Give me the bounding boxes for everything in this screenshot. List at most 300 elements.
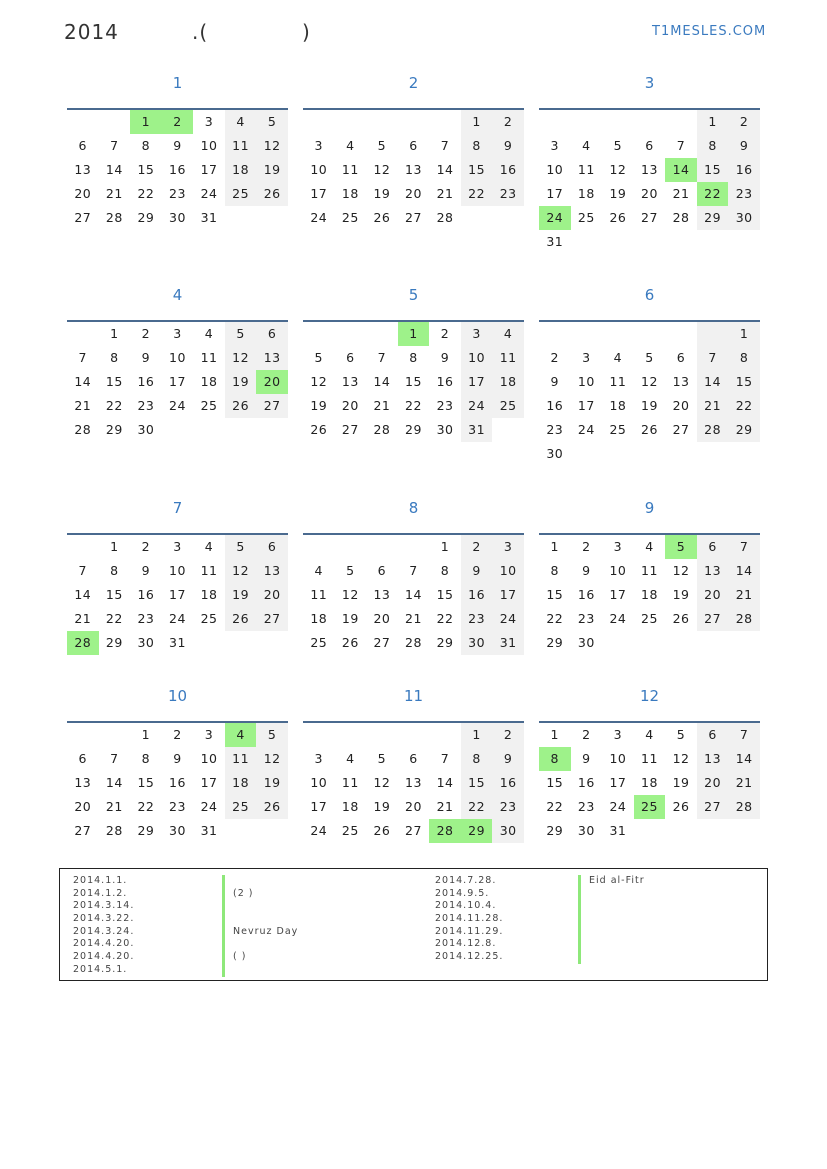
- day-cell: 5: [346, 563, 355, 578]
- day-cell: 17: [310, 799, 328, 814]
- day-cell: 24: [609, 611, 627, 626]
- day-cell: 29: [461, 819, 493, 843]
- day-cell: 8: [110, 563, 119, 578]
- month-grid: [67, 721, 288, 843]
- week-row: [67, 370, 288, 394]
- week-row: [303, 418, 524, 442]
- day-cell: 29: [697, 206, 729, 230]
- month-grid: [303, 320, 524, 442]
- empty-cell: [303, 110, 335, 134]
- day-cell: 24: [310, 210, 328, 225]
- empty-cell: [728, 230, 760, 254]
- day-cell: 18: [310, 611, 328, 626]
- day-cell: 1: [110, 326, 119, 341]
- day-cell: 18: [577, 186, 595, 201]
- empty-cell: [602, 631, 634, 655]
- day-cell: 25: [634, 795, 666, 819]
- day-cell: 27: [405, 210, 422, 225]
- day-cell: 12: [256, 747, 288, 771]
- day-cell: 16: [728, 158, 760, 182]
- empty-cell: [67, 110, 99, 134]
- day-cell: 5: [613, 138, 623, 153]
- day-cell: 18: [225, 158, 257, 182]
- day-cell: 23: [461, 607, 493, 631]
- week-row: [67, 631, 288, 655]
- day-cell: 27: [373, 635, 391, 650]
- day-cell: 5: [377, 138, 387, 153]
- holiday-dates-left: [73, 875, 134, 977]
- week-row: [303, 535, 524, 559]
- day-cell: 21: [105, 186, 123, 201]
- day-cell: 19: [672, 775, 690, 790]
- empty-cell: [697, 819, 729, 843]
- week-row: [539, 322, 760, 346]
- empty-cell: [99, 110, 131, 134]
- month-label: 7: [172, 499, 183, 517]
- day-cell: 23: [492, 795, 524, 819]
- week-row: [303, 206, 524, 230]
- day-cell: 27: [697, 607, 729, 631]
- day-cell: 23: [577, 799, 595, 814]
- day-cell: 16: [546, 398, 564, 413]
- empty-cell: [634, 110, 666, 134]
- day-cell: 8: [728, 346, 760, 370]
- day-cell: 4: [225, 723, 257, 747]
- week-row: [539, 535, 760, 559]
- empty-cell: [634, 230, 666, 254]
- holiday-date: 2014.10.4.: [435, 900, 497, 912]
- day-cell: 8: [539, 747, 571, 771]
- week-row: [303, 631, 524, 655]
- holiday-name: Nevruz Day: [222, 926, 298, 939]
- empty-cell: [225, 418, 257, 442]
- day-cell: 6: [256, 322, 288, 346]
- day-cell: 12: [672, 563, 690, 578]
- empty-cell: [366, 322, 398, 346]
- day-cell: 23: [546, 422, 564, 437]
- day-cell: 28: [728, 607, 760, 631]
- day-cell: 9: [173, 751, 182, 766]
- day-cell: 29: [436, 635, 454, 650]
- day-cell: 9: [728, 134, 760, 158]
- day-cell: 13: [341, 374, 359, 389]
- day-cell: 9: [582, 751, 591, 766]
- day-cell: 17: [577, 398, 595, 413]
- empty-cell: [492, 418, 524, 442]
- day-cell: 3: [314, 751, 323, 766]
- day-cell: 12: [225, 346, 257, 370]
- day-cell: 31: [609, 823, 627, 838]
- empty-cell: [366, 535, 398, 559]
- week-row: [303, 583, 524, 607]
- day-cell: 16: [461, 583, 493, 607]
- day-cell: 19: [225, 583, 257, 607]
- day-cell: 3: [173, 539, 182, 554]
- week-row: [67, 607, 288, 631]
- week-row: [303, 322, 524, 346]
- day-cell: 21: [672, 186, 690, 201]
- day-cell: 11: [225, 747, 257, 771]
- week-row: [539, 607, 760, 631]
- week-row: [539, 346, 760, 370]
- day-cell: 23: [169, 799, 186, 814]
- day-cell: 22: [137, 799, 155, 814]
- week-row: [67, 795, 288, 819]
- week-row: [303, 370, 524, 394]
- day-cell: 28: [105, 210, 123, 225]
- day-cell: 1: [110, 539, 119, 554]
- day-cell: 3: [461, 322, 493, 346]
- day-cell: 9: [440, 350, 450, 365]
- week-row: [539, 418, 760, 442]
- day-cell: 18: [641, 775, 658, 790]
- month-label: 11: [403, 687, 424, 705]
- day-cell: 7: [110, 751, 119, 766]
- day-cell: 15: [461, 158, 493, 182]
- day-cell: 15: [105, 374, 123, 389]
- day-cell: 11: [200, 563, 218, 578]
- day-cell: 13: [672, 374, 690, 389]
- day-cell: 21: [74, 611, 92, 626]
- empty-cell: [602, 230, 634, 254]
- empty-cell: [728, 819, 760, 843]
- day-cell: 3: [613, 539, 623, 554]
- day-cell: 23: [169, 186, 186, 201]
- empty-cell: [366, 723, 398, 747]
- day-cell: 17: [461, 370, 493, 394]
- empty-cell: [429, 110, 461, 134]
- day-cell: 29: [137, 823, 155, 838]
- day-cell: 14: [105, 775, 123, 790]
- day-cell: 10: [169, 563, 186, 578]
- day-cell: 16: [492, 771, 524, 795]
- day-cell: 12: [341, 587, 359, 602]
- empty-cell: [665, 631, 697, 655]
- holiday-name: [578, 926, 645, 939]
- day-cell: 26: [373, 823, 391, 838]
- day-cell: 1: [461, 723, 493, 747]
- day-cell: 1: [398, 322, 430, 346]
- day-cell: 29: [546, 635, 564, 650]
- week-row: [539, 771, 760, 795]
- day-cell: 14: [74, 587, 92, 602]
- day-cell: 30: [461, 631, 493, 655]
- empty-cell: [398, 535, 430, 559]
- holiday-date: 2014.3.24.: [73, 925, 135, 937]
- month-grid: [539, 108, 760, 254]
- day-cell: 20: [697, 771, 729, 795]
- day-cell: 27: [341, 422, 359, 437]
- day-cell: 1: [130, 110, 162, 134]
- day-cell: 14: [665, 158, 697, 182]
- holiday-date: 2014.1.1.: [73, 875, 128, 886]
- day-cell: 13: [256, 346, 288, 370]
- day-cell: 8: [141, 751, 151, 766]
- empty-cell: [162, 418, 194, 442]
- week-row: [67, 747, 288, 771]
- empty-cell: [225, 206, 257, 230]
- day-cell: 11: [641, 751, 658, 766]
- day-cell: 19: [672, 587, 690, 602]
- empty-cell: [67, 723, 99, 747]
- day-cell: 23: [492, 182, 524, 206]
- day-cell: 28: [697, 418, 729, 442]
- week-row: [303, 747, 524, 771]
- week-row: [539, 230, 760, 254]
- month-grid: [67, 320, 288, 442]
- day-cell: 4: [613, 350, 623, 365]
- empty-cell: [697, 631, 729, 655]
- week-row: [539, 795, 760, 819]
- day-cell: 16: [169, 162, 186, 177]
- day-cell: 22: [137, 186, 155, 201]
- day-cell: 11: [225, 134, 257, 158]
- day-cell: 16: [577, 587, 595, 602]
- day-cell: 3: [582, 350, 591, 365]
- day-cell: 3: [173, 326, 182, 341]
- day-cell: 18: [641, 587, 658, 602]
- week-row: [67, 182, 288, 206]
- empty-cell: [665, 442, 697, 466]
- day-cell: 15: [546, 775, 564, 790]
- day-cell: 11: [577, 162, 595, 177]
- day-cell: 20: [672, 398, 690, 413]
- empty-cell: [571, 442, 603, 466]
- day-cell: 28: [105, 823, 123, 838]
- empty-cell: [461, 206, 493, 230]
- day-cell: 3: [492, 535, 524, 559]
- day-cell: 24: [169, 611, 186, 626]
- week-row: [539, 394, 760, 418]
- day-cell: 10: [169, 350, 186, 365]
- brand-link[interactable]: T1MESLES.COM: [652, 24, 767, 39]
- day-cell: 22: [697, 182, 729, 206]
- empty-cell: [539, 322, 571, 346]
- day-cell: 15: [546, 587, 564, 602]
- day-cell: 22: [728, 394, 760, 418]
- day-cell: 1: [141, 727, 151, 742]
- day-cell: 30: [137, 422, 155, 437]
- holiday-date: 2014.7.28.: [435, 875, 497, 886]
- day-cell: 22: [461, 182, 493, 206]
- empty-cell: [67, 535, 99, 559]
- empty-cell: [665, 230, 697, 254]
- day-cell: 2: [461, 535, 493, 559]
- week-row: [303, 819, 524, 843]
- week-row: [539, 723, 760, 747]
- day-cell: 21: [405, 611, 422, 626]
- day-cell: 31: [492, 631, 524, 655]
- day-cell: 14: [697, 370, 729, 394]
- day-cell: 29: [405, 422, 422, 437]
- holiday-date: 2014.12.8.: [435, 938, 497, 950]
- month-grid: [303, 533, 524, 655]
- week-row: [67, 158, 288, 182]
- week-row: [303, 795, 524, 819]
- day-cell: 26: [256, 182, 288, 206]
- day-cell: 16: [137, 374, 155, 389]
- day-cell: 1: [461, 110, 493, 134]
- empty-cell: [665, 110, 697, 134]
- day-cell: 12: [256, 134, 288, 158]
- week-row: [539, 182, 760, 206]
- day-cell: 25: [200, 398, 218, 413]
- empty-cell: [193, 631, 225, 655]
- day-cell: 13: [405, 162, 422, 177]
- week-row: [303, 723, 524, 747]
- day-cell: 12: [373, 775, 391, 790]
- day-cell: 16: [169, 775, 186, 790]
- holiday-name: [222, 913, 298, 926]
- month-label: 5: [408, 286, 419, 304]
- holiday-name: [578, 938, 645, 951]
- day-cell: 7: [377, 350, 387, 365]
- day-cell: 13: [256, 559, 288, 583]
- day-cell: 22: [105, 611, 123, 626]
- day-cell: 28: [672, 210, 690, 225]
- day-cell: 8: [461, 747, 493, 771]
- day-cell: 6: [697, 535, 729, 559]
- empty-cell: [256, 418, 288, 442]
- day-cell: 10: [577, 374, 595, 389]
- empty-cell: [366, 110, 398, 134]
- day-cell: 17: [169, 587, 186, 602]
- week-row: [539, 370, 760, 394]
- day-cell: 29: [105, 422, 123, 437]
- month-label: 4: [172, 286, 183, 304]
- day-cell: 24: [461, 394, 493, 418]
- day-cell: 14: [405, 587, 422, 602]
- day-cell: 7: [728, 535, 760, 559]
- day-cell: 15: [137, 775, 155, 790]
- day-cell: 23: [436, 398, 454, 413]
- day-cell: 9: [492, 747, 524, 771]
- day-cell: 14: [105, 162, 123, 177]
- week-row: [303, 394, 524, 418]
- holiday-dates-right: [435, 875, 503, 964]
- week-row: [67, 322, 288, 346]
- day-cell: 24: [169, 398, 186, 413]
- empty-cell: [303, 723, 335, 747]
- day-cell: 7: [728, 723, 760, 747]
- empty-cell: [539, 110, 571, 134]
- day-cell: 4: [645, 539, 654, 554]
- day-cell: 9: [550, 374, 559, 389]
- week-row: [67, 394, 288, 418]
- empty-cell: [335, 723, 367, 747]
- empty-cell: [335, 322, 367, 346]
- day-cell: 17: [546, 186, 564, 201]
- day-cell: 25: [609, 422, 627, 437]
- day-cell: 9: [492, 134, 524, 158]
- day-cell: 5: [256, 110, 288, 134]
- empty-cell: [697, 230, 729, 254]
- day-cell: 14: [728, 747, 760, 771]
- title-separator: .(: [192, 20, 209, 44]
- day-cell: 16: [436, 374, 454, 389]
- month-label: 1: [172, 74, 183, 92]
- week-row: [303, 559, 524, 583]
- day-cell: 24: [609, 799, 627, 814]
- day-cell: 26: [609, 210, 627, 225]
- day-cell: 29: [728, 418, 760, 442]
- day-cell: 21: [436, 799, 454, 814]
- day-cell: 21: [105, 799, 123, 814]
- empty-cell: [571, 110, 603, 134]
- month-grid: [303, 721, 524, 843]
- day-cell: 7: [78, 563, 87, 578]
- day-cell: 21: [728, 771, 760, 795]
- week-row: [67, 206, 288, 230]
- day-cell: 30: [492, 819, 524, 843]
- day-cell: 25: [577, 210, 595, 225]
- day-cell: 1: [440, 539, 450, 554]
- day-cell: 17: [609, 775, 627, 790]
- day-cell: 20: [74, 186, 92, 201]
- day-cell: 19: [373, 186, 391, 201]
- day-cell: 13: [373, 587, 391, 602]
- day-cell: 22: [405, 398, 422, 413]
- day-cell: 6: [346, 350, 355, 365]
- day-cell: 10: [310, 162, 328, 177]
- week-row: [539, 110, 760, 134]
- day-cell: 28: [436, 210, 454, 225]
- day-cell: 2: [141, 326, 151, 341]
- day-cell: 13: [405, 775, 422, 790]
- day-cell: 17: [200, 775, 218, 790]
- month-label: 2: [408, 74, 419, 92]
- day-cell: 7: [697, 346, 729, 370]
- day-cell: 26: [225, 607, 257, 631]
- day-cell: 6: [409, 751, 418, 766]
- day-cell: 10: [609, 751, 627, 766]
- month-label: 6: [644, 286, 655, 304]
- day-cell: 19: [373, 799, 391, 814]
- empty-cell: [225, 631, 257, 655]
- holiday-names-right: [578, 875, 645, 964]
- day-cell: 4: [582, 138, 591, 153]
- holiday-names-left: [222, 875, 298, 977]
- day-cell: 11: [341, 775, 359, 790]
- holiday-name: [578, 900, 645, 913]
- week-row: [303, 182, 524, 206]
- day-cell: 12: [373, 162, 391, 177]
- holiday-name: (2 ): [222, 888, 298, 901]
- day-cell: 3: [550, 138, 559, 153]
- day-cell: 15: [697, 158, 729, 182]
- day-cell: 10: [609, 563, 627, 578]
- day-cell: 31: [546, 234, 564, 249]
- day-cell: 16: [492, 158, 524, 182]
- day-cell: 19: [256, 771, 288, 795]
- day-cell: 15: [728, 370, 760, 394]
- empty-cell: [634, 442, 666, 466]
- day-cell: 4: [314, 563, 323, 578]
- holiday-name: [222, 964, 298, 977]
- day-cell: 26: [641, 422, 658, 437]
- empty-cell: [634, 322, 666, 346]
- day-cell: 21: [373, 398, 391, 413]
- day-cell: 7: [110, 138, 119, 153]
- day-cell: 5: [676, 727, 686, 742]
- day-cell: 3: [613, 727, 623, 742]
- day-cell: 12: [641, 374, 658, 389]
- week-row: [67, 346, 288, 370]
- day-cell: 6: [377, 563, 387, 578]
- day-cell: 30: [728, 206, 760, 230]
- day-cell: 26: [373, 210, 391, 225]
- day-cell: 7: [440, 138, 450, 153]
